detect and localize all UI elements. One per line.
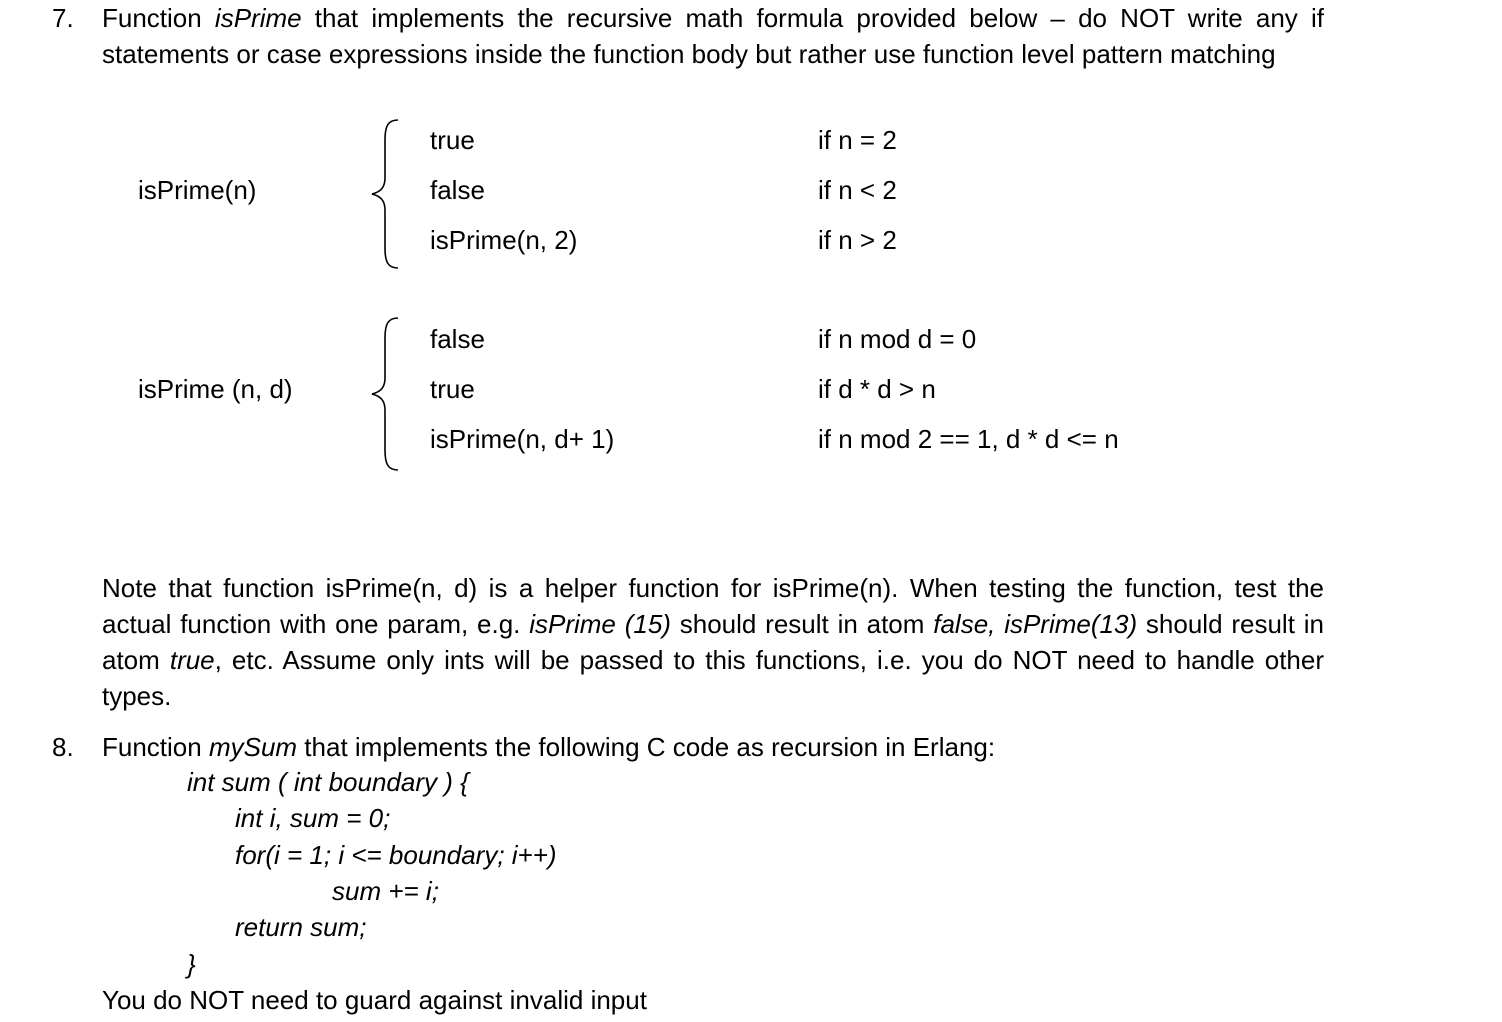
note-text-2: should result in atom bbox=[670, 609, 934, 639]
formula-2-case-3-cond: if n mod 2 == 1, d * d <= n bbox=[818, 424, 1119, 454]
formula-1-case-2-cond: if n < 2 bbox=[818, 175, 897, 205]
note-italic-2: false, isPrime(13) bbox=[933, 609, 1138, 639]
item-8-intro-pre: Function bbox=[102, 732, 209, 762]
item-7-number: 7. bbox=[52, 3, 74, 33]
code-line-2: int i, sum = 0; bbox=[235, 803, 391, 833]
formula-2-case-1-expr: false bbox=[430, 324, 485, 354]
formula-2-case-3-expr: isPrime(n, d+ 1) bbox=[430, 424, 615, 454]
formula-1-name: isPrime(n) bbox=[138, 175, 257, 205]
code-line-1: int sum ( int boundary ) { bbox=[187, 767, 469, 797]
item-8-intro bbox=[102, 729, 995, 765]
formula-1-case-3-cond: if n > 2 bbox=[818, 225, 897, 255]
note-text-4: , etc. Assume only ints will be passed to this functions, i.e. you do NOT need to handle other types. bbox=[102, 645, 1325, 711]
code-line-5: return sum; bbox=[235, 912, 367, 942]
note-text-3: should result in atom bbox=[102, 609, 1324, 675]
item-7-intro-post: that implements the recursive math formula provided below – do NOT write any if statements or case expressions inside the function body but rather use function level pattern matching bbox=[102, 3, 1324, 69]
note-text-1: Note that function isPrime(n, d) is a helper function for isPrime(n). When testing the function, test the actual function with one param, e.g. bbox=[102, 573, 1324, 639]
formula-1-brace bbox=[368, 118, 408, 270]
note-italic-1: isPrime (15) bbox=[529, 609, 671, 639]
item-7-intro bbox=[102, 0, 1324, 72]
formula-2-case-2-expr: true bbox=[430, 374, 475, 404]
formula-2-case-1-cond: if n mod d = 0 bbox=[818, 324, 977, 354]
formula-2-brace bbox=[368, 316, 408, 472]
formula-1-case-3-expr: isPrime(n, 2) bbox=[430, 225, 578, 255]
code-line-6: } bbox=[187, 949, 196, 979]
item-7-intro-pre: Function bbox=[102, 3, 215, 33]
formula-2-name: isPrime (n, d) bbox=[138, 374, 293, 404]
item-8-number: 8. bbox=[52, 732, 74, 762]
formula-1-case-2-expr: false bbox=[430, 175, 485, 205]
note-italic-3: true bbox=[169, 645, 215, 675]
item-8-intro-post: that implements the following C code as recursion in Erlang: bbox=[297, 732, 996, 762]
formula-1-case-1-expr: true bbox=[430, 125, 475, 155]
code-line-4: sum += i; bbox=[332, 876, 439, 906]
code-line-3: for(i = 1; i <= boundary; i++) bbox=[235, 840, 557, 870]
item-8-footer: You do NOT need to guard against invalid input bbox=[102, 985, 647, 1015]
formula-2-case-2-cond: if d * d > n bbox=[818, 374, 936, 404]
formula-1-case-1-cond: if n = 2 bbox=[818, 125, 897, 155]
item-8-function-name: mySum bbox=[208, 732, 298, 762]
item-7-note bbox=[102, 570, 1324, 714]
item-7-function-name: isPrime bbox=[214, 3, 302, 33]
